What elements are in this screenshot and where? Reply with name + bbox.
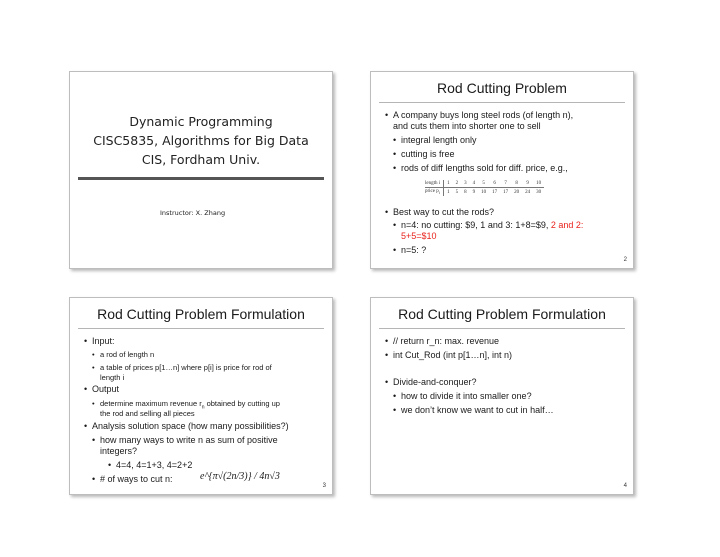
slide4-bullet-3a: • how to divide it into smaller one? <box>393 391 532 401</box>
table-cell: 3 <box>461 180 470 188</box>
slide2-bullet-2a: • n=4: no cutting: $9, 1 and 3: 1+8=$9, 2 and 2: <box>393 220 584 230</box>
slide2-bullet-1b: • cutting is free <box>393 149 455 159</box>
table-cell: 8 <box>464 189 467 195</box>
slide3-bullet-2a: • determine maximum revenue $r_n$ obtained by cutting up <box>92 399 280 411</box>
slide1-divider <box>78 177 324 180</box>
slide2-title-rule <box>379 102 625 103</box>
price-table-prices-row <box>425 188 544 197</box>
slide3-title: Rod Cutting Problem Formulation <box>97 306 305 322</box>
slide2-bullet-2: • Best way to cut the rods? <box>385 207 495 217</box>
slide2-bullet-1a: • integral length only <box>393 135 477 145</box>
slide1-title-line-3: CIS, Fordham Univ. <box>141 152 261 167</box>
slide2-bullet-1-cont: and cuts them into shorter one to sell <box>393 121 541 131</box>
slide2-title: Rod Cutting Problem <box>437 80 567 96</box>
slide3-bullet-2: • Output <box>84 384 120 394</box>
table-cell: 10 <box>481 189 487 195</box>
table-cell: 6 <box>489 180 500 188</box>
slide3-page-number: 3 <box>322 483 326 489</box>
slide2-page-number: 2 <box>623 257 627 263</box>
slide2-bullet-1c: • rods of diff lengths sold for diff. price, e.g., <box>393 163 568 173</box>
price-table-lengths-row <box>425 180 544 188</box>
slide4-title: Rod Cutting Problem Formulation <box>398 306 606 322</box>
table-cell: 5 <box>478 180 489 188</box>
slide2-bullet-2a-cont: 5+5=$10 <box>401 231 437 241</box>
partition-formula: e^{π√(2n/3)} / 4n√3 <box>200 471 280 482</box>
bullet-dot: • <box>385 110 389 120</box>
table-cell: 9 <box>522 180 533 188</box>
slide2-bullet-2b: • n=5: ? <box>393 245 427 255</box>
table-cell: 1 <box>447 189 450 195</box>
table-cell: 9 <box>472 189 476 195</box>
table-cell: 20 <box>514 189 520 195</box>
table-cell: 4 <box>470 180 479 188</box>
slide3-bullet-1b-cont: length i <box>100 373 125 382</box>
slide1-title-line-1: Dynamic Programming <box>129 114 273 129</box>
slide1-instructor: Instructor: X. Zhang <box>160 209 226 217</box>
table-cell: 10 <box>533 180 544 188</box>
table-cell: 30 <box>536 189 542 195</box>
table-cell: 17 <box>503 189 509 195</box>
slide3-bullet-3: • Analysis solution space (how many possibilities?) <box>84 421 289 431</box>
price-table <box>425 180 544 196</box>
slide3-bullet-3b: • # of ways to cut n: <box>92 474 173 484</box>
slide-2 <box>370 71 634 269</box>
slide3-bullet-1: • Input: <box>84 336 115 346</box>
slide3-bullet-1a: • a rod of length n <box>92 350 155 359</box>
slide3-bullet-3a-cont: integers? <box>100 446 138 456</box>
table-cell: 5 <box>455 189 459 195</box>
table-cell: 24 <box>525 189 531 195</box>
slide3-bullet-1b: • a table of prices p[1…n] where p[i] is price for rod of <box>92 363 272 372</box>
table-cell: 17 <box>492 189 498 195</box>
slide4-bullet-2: • int Cut_Rod (int p[1…n], int n) <box>385 350 513 360</box>
table-cell: 1 <box>444 180 453 188</box>
slide-3 <box>69 297 333 495</box>
slide-4 <box>370 297 634 495</box>
price-table-label: price $p_i$ <box>425 188 444 197</box>
slide4-bullet-3b: • we don’t know we want to cut in half… <box>393 405 554 415</box>
slide3-bullet-3a1: • 4=4, 4=1+3, 4=2+2 <box>108 460 193 470</box>
price-table-label: length i <box>425 180 444 188</box>
table-cell: 7 <box>500 180 511 188</box>
slide4-bullet-3: • Divide-and-conquer? <box>385 377 477 387</box>
slide3-bullet-3a: • how many ways to write n as sum of positive <box>92 435 278 445</box>
highlight-text: 2 and 2: <box>550 220 584 230</box>
table-cell: 2 <box>453 180 462 188</box>
slide4-title-rule <box>379 328 625 329</box>
slide3-title-rule <box>78 328 324 329</box>
slide4-page-number: 4 <box>623 483 627 489</box>
slide2-bullet-1: • A company buys long steel rods (of length n), <box>385 110 574 120</box>
slide-1 <box>69 71 333 269</box>
slide1-title-line-2: CISC5835, Algorithms for Big Data <box>93 133 309 148</box>
table-cell: 8 <box>511 180 522 188</box>
slide3-bullet-2a-cont: the rod and selling all pieces <box>100 409 195 418</box>
slide4-bullet-1: • // return r_n: max. revenue <box>385 336 500 346</box>
